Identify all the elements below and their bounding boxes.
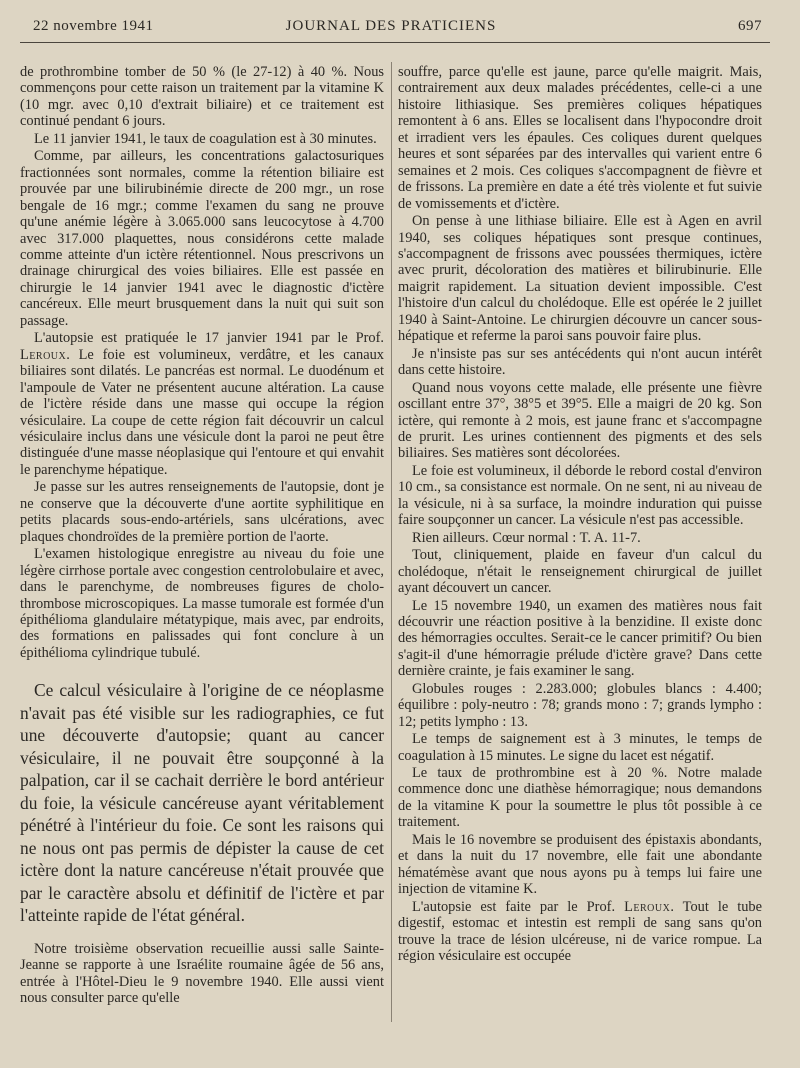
paragraph: Je n'insiste pas sur ses antécédents qui n'ont aucun intérêt dans cette histoire.: [398, 345, 762, 379]
paragraph: On pense à une lithiase biliaire. Elle est à Agen en avril 1940, ses coliques hépatiques sont presque continues, s'accompagnent de frissons avec poussées thermiques, ictère avec prurit, décoloration des matières et bilirubinurie. Elle maigrit rapidement. La situation devient impossible. C'est l'histoire d'un calcul du cholédoque. Elle est opérée le 2 juillet 1940 à Saint-Antoine. Le chirurgien découvre un cancer sous-hépatique et referme la paroi sans pouvoir faire plus.: [398, 213, 762, 345]
paragraph: Le taux de prothrombine est à 20 %. Notre malade commence donc une diathèse hémorragique; nous demandons de la vitamine K pour la soumettre le plus tôt possible à ce traitement.: [398, 765, 762, 831]
paragraph: Le 11 janvier 1941, le taux de coagulation est à 30 minutes.: [34, 130, 377, 147]
column-divider: [391, 62, 392, 1022]
paragraph-text: . Le foie est volumineux, verdâtre, et les canaux biliaires sont dilatés. Le pancréas est normal. Le duodénum et l'ampoule de Vater ne présentent aucune altération. La cause de l'ictère réside dans une masse qui occupe la région vésiculaire. La coupe de cette région fait découvrir un calcul vésiculaire inclus dans une vésicule dont la paroi ne peut être distinguée d'une masse néoplasique qui l'entoure et qui envahit le parenchyme hépatique.: [20, 346, 384, 478]
highlight-paragraph: Ce calcul vésiculaire à l'origine de ce néoplasme n'avait pas été visible sur les radiographies, ce fut une découverte d'autopsie; quant au cancer vésiculaire, il ne pouvait être soupçonné à la palpation, car il se cachait derrière le bord antérieur du foie, la vésicule cancéreuse ayant véritablement pénétré à l'intérieur du foie. Ce sont les raisons qui ne nous ont pas permis de dépister la cause de cet ictère dont la nature cancéreuse n'était prouvée que par le caractère absolu et définitif de l'ictère et par l'atteinte rapide de l'état général.: [20, 680, 384, 926]
paragraph-text: L'autopsie est faite par le Prof.: [412, 898, 625, 915]
paragraph: [398, 899, 762, 965]
author-name: Leroux: [20, 346, 67, 363]
left-column: [20, 64, 384, 1008]
paragraph: souffre, parce qu'elle est jaune, parce qu'elle maigrit. Mais, contrairement aux deux malades précédentes, celle-ci a une histoire lithiasique. Ses premières coliques hépatiques remontent à 6 ans. Elles se localisent dans l'hypocondre droit et irradient vers les épaules. Ces coliques durent quelques heures et sont séparées par des intervalles qui varient entre 6 semaines et 2 mois. Ces coliques s'accompagnent de fièvre et de frissons. La première en date a été très violente et fut suivie de vomissements et d'ictère.: [398, 64, 762, 212]
journal-title: JOURNAL DES PRATICIENS: [285, 18, 497, 34]
paragraph: L'examen histologique enregistre au niveau du foie une légère cirrhose portale avec congestion centrolobulaire et avec, dans le parenchyme, de nombreuses figures de cholo-thrombose microscopiques. La masse tumorale est formée d'un épithélioma glandulaire métatypique, mais avec, par endroits, des formations en palissades qui font conclure à un épithélioma cylindrique tubulé.: [20, 546, 384, 661]
paragraph: Notre troisième observation recueillie aussi salle Sainte-Jeanne se rapporte à une Israélite roumaine âgée de 56 ans, entrée à l'Hôtel-Dieu le 9 novembre 1940. Elle aussi vient nous consulter parce qu'elle: [20, 940, 384, 1007]
author-name: Leroux: [624, 898, 671, 915]
paragraph: Quand nous voyons cette malade, elle présente une fièvre oscillant entre 37°, 38°5 et 39°5. Elle a maigri de 20 kg. Son ictère, qui remonte à 2 mois, est jaune franc et s'accompagne de prurit. Les urines contiennent des pigments et des sels biliaires. Ses matières sont décolorées.: [398, 379, 762, 462]
right-column: [398, 64, 762, 965]
paragraph: Rien ailleurs. Cœur normal : T. A. 11-7.: [412, 529, 641, 546]
paragraph: Le temps de saignement est à 3 minutes, le temps de coagulation à 15 minutes. Le signe du lacet est négatif.: [398, 731, 762, 764]
paragraph: Le foie est volumineux, il déborde le rebord costal d'environ 10 cm., sa consistance est normale. On ne sent, ni au niveau de la vésicule, ni à sa surface, la moindre induration qui puisse faire soupçonner un cancer. La vésicule n'est pas accessible.: [398, 462, 762, 529]
paragraph: [20, 330, 384, 478]
paragraph: Le 15 novembre 1940, un examen des matières nous fait découvrir une réaction positive à la benzidine. Il existe donc des hémorragies occultes. Serait-ce le cancer primitif? Ou bien s'agit-il d'une hémorragie prélude d'ictère grave? Dans cette dernière crainte, je fais examiner le sang.: [398, 597, 762, 680]
paragraph: Comme, par ailleurs, les concentrations galactosuriques fractionnées sont normales, comme la rétention biliaire est prouvée par une bilirubinémie directe de 200 mgr., un rose bengale de 16 mgr.; comme l'examen du sang ne prouve qu'une anémie légère à 3.065.000 sans leucocytose à 4.700 avec 317.000 plaquettes, nous considérons cette malade comme atteinte d'un ictère rétentionnel. Nous prescrivons un drainage chirurgical des voies biliaires. Elle est passée en chirurgie le 14 janvier 1941 avec le diagnostic d'ictère cancéreux. Elle meurt brusquement dans la nuit qui suit son passage.: [20, 148, 384, 329]
paragraph: Mais le 16 novembre se produisent des épistaxis abondants, et dans la nuit du 17 novembre, elle fait une abondante hématémèse avant que nous ayons pu à temps lui faire une injection de vitamine K.: [398, 831, 762, 898]
paragraph-text: L'autopsie est pratiquée le 17 janvier 1941 par le Prof.: [34, 330, 384, 347]
paragraph: Globules rouges : 2.283.000; globules blancs : 4.400; équilibre : poly-neutro : 78; grands mono : 7; grands lympho : 12; petits lympho : 13.: [398, 680, 762, 730]
paragraph: de prothrombine tomber de 50 % (le 27-12) à 40 %. Nous commençons pour cette raison un traitement par la vitamine K (10 mgr. avec 0,10 d'extrait biliaire) et ce traitement est continué pendant 6 jours.: [20, 64, 384, 130]
header-date: 22 novembre 1941: [33, 18, 154, 34]
header-rule: [20, 42, 770, 43]
paragraph: Tout, cliniquement, plaide en faveur d'un calcul du cholédoque, n'était le renseignement chirurgical de juillet ayant découvert un cancer.: [398, 547, 762, 597]
page-header: [20, 18, 762, 40]
paragraph: Je passe sur les autres renseignements de l'autopsie, dont je ne conserve que la découverte d'une aortite syphilitique en petits placards sous-endo-artériels, sans ulcérations, avec plaques chondroïdes de la première portion de l'aorte.: [20, 479, 384, 545]
page-number: 697: [738, 18, 762, 34]
paragraph-text: . Tout le tube digestif, estomac et intestin est rempli de sang sans qu'on trouve la trace de lésion ulcéreuse, ni de varice rompue. La région vésiculaire est occupée: [398, 898, 763, 965]
